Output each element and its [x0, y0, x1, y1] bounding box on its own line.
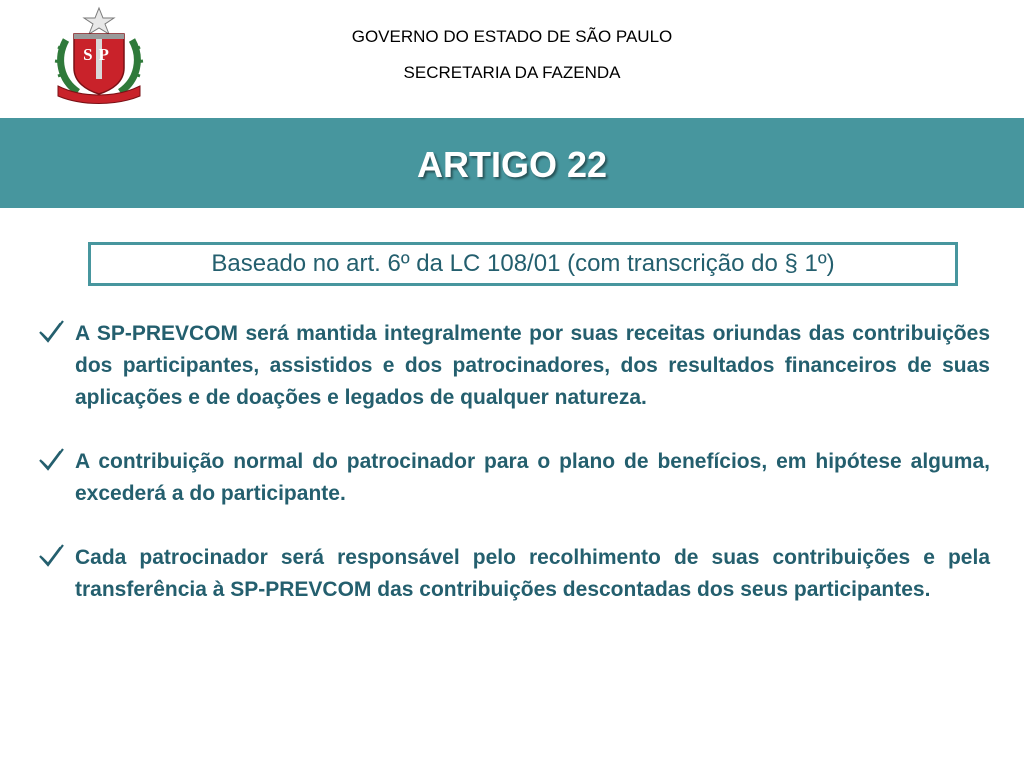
bullet-list	[36, 318, 990, 638]
secretariat-title: SECRETARIA DA FAZENDA	[403, 63, 621, 82]
checkmark-icon	[36, 446, 66, 474]
bullet-text: Cada patrocinador será responsável pelo recolhimento de suas contribuições e pela transferência à SP-PREVCOM das contribuições descontadas dos seus participantes.	[75, 546, 990, 601]
bullet-text: A SP-PREVCOM será mantida integralmente por suas receitas oriundas das contribuições dos participantes, assistidos e dos patrocinadores, dos resultados financeiros de suas aplicações e de doações e legados de qualquer natureza.	[75, 322, 990, 409]
checkmark-icon	[36, 318, 66, 346]
subtitle-text: Baseado no art. 6º da LC 108/01 (com transcrição do § 1º)	[211, 250, 835, 277]
slide-title: ARTIGO 22	[416, 144, 608, 185]
bullet-item	[36, 446, 990, 510]
subtitle-box	[88, 242, 958, 286]
bullet-text: A contribuição normal do patrocinador para o plano de benefícios, em hipótese alguma, excederá a do participante.	[75, 450, 990, 505]
government-title: GOVERNO DO ESTADO DE SÃO PAULO	[351, 27, 673, 46]
bullet-item	[36, 542, 990, 606]
bullet-item	[36, 318, 990, 414]
crest-letters: SP	[83, 45, 115, 64]
checkmark-icon	[36, 542, 66, 570]
coat-of-arms-logo	[52, 6, 146, 104]
